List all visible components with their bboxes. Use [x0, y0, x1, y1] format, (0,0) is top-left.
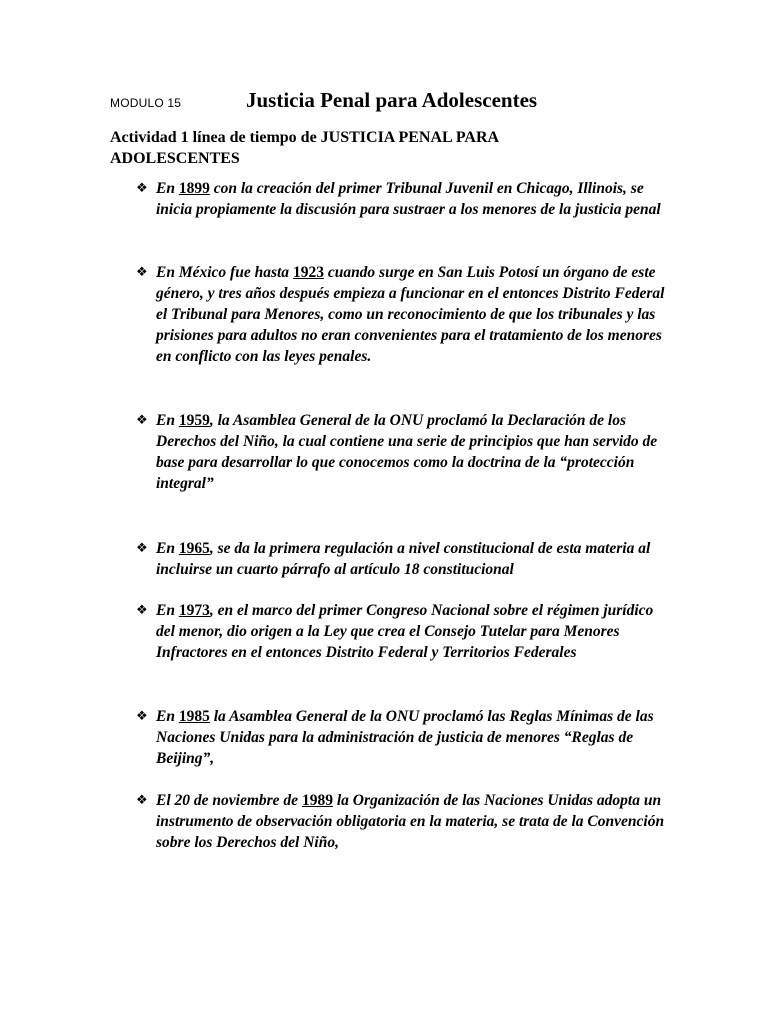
timeline-item-text [156, 410, 666, 494]
diamond-bullet-icon: ❖ [136, 265, 148, 280]
timeline-year: 1899 [178, 180, 210, 197]
activity-heading: Actividad 1 línea de tiempo de JUSTICIA PENAL PARA ADOLESCENTES [110, 129, 499, 167]
diamond-bullet-icon: ❖ [136, 541, 148, 556]
diamond-bullet-icon: ❖ [136, 181, 148, 196]
item-text-before: En [156, 708, 179, 725]
diamond-bullet-icon: ❖ [136, 709, 148, 724]
diamond-bullet-icon: ❖ [136, 603, 148, 618]
item-text-after: con la creación del primer Tribunal Juvenil en Chicago, Illinois, se inicia propiamente la discusión para sustraer a los menores de la justicia penal [156, 180, 661, 218]
timeline-item-text [156, 706, 666, 769]
item-text-after: , la Asamblea General de la ONU proclamó la Declaración de los Derechos del Niño, la cual contiene una serie de principios que han servido de base para desarrollar lo que conocemos como la doctrina de la “protección integral” [156, 412, 658, 492]
item-text-after: la Organización de las Naciones Unidas adopta un instrumento de observación obligatoria en la materia, se trata de la Convención sobre los Derechos del Niño, [156, 792, 665, 851]
timeline-year: 1965 [178, 540, 210, 557]
timeline-item-1973 [136, 600, 666, 663]
timeline-item-text [156, 178, 666, 220]
timeline-year: 1959 [178, 412, 210, 429]
timeline-year: 1973 [178, 602, 210, 619]
timeline-item-text [156, 600, 666, 663]
timeline-year: 1989 [301, 792, 333, 809]
timeline-item-1899 [136, 178, 666, 220]
timeline-item-1959 [136, 410, 666, 494]
item-text-before: En México fue hasta [156, 264, 293, 281]
timeline-item-1965 [136, 538, 666, 580]
timeline-year: 1923 [292, 264, 324, 281]
item-text-after: cuando surge en San Luis Potosí un órgano de este género, y tres años después empieza a funcionar en el entonces Distrito Federal el Tribunal para Menores, como un reconocimiento de que los tribunales y las prisiones para adultos no eran convenientes para el tratamiento de los menores en conflicto con las leyes penales. [156, 264, 665, 365]
module-label: MODULO 15 [110, 96, 182, 110]
diamond-bullet-icon: ❖ [136, 413, 148, 428]
item-text-before: En [156, 540, 179, 557]
diamond-bullet-icon: ❖ [136, 793, 148, 808]
item-text-before: En [156, 602, 179, 619]
item-text-before: El 20 de noviembre de [156, 792, 302, 809]
item-text-after: la Asamblea General de la ONU proclamó las Reglas Mínimas de las Naciones Unidas para la administración de justicia de menores “Reglas de Beijing”, [156, 708, 654, 767]
timeline-item-text [156, 790, 666, 853]
item-text-after: , en el marco del primer Congreso Nacional sobre el régimen jurídico del menor, dio origen a la Ley que crea el Consejo Tutelar para Menores Infractores en el entonces Distrito Federal y Territorios Federales [156, 602, 654, 661]
timeline-item-text [156, 538, 666, 580]
item-text-before: En [156, 180, 179, 197]
item-text-after: , se da la primera regulación a nivel constitucional de esta materia al incluirse un cuarto párrafo al artículo 18 constitucional [156, 540, 651, 578]
timeline-item-1985 [136, 706, 666, 769]
timeline-item-1923 [136, 262, 666, 367]
document-header [110, 88, 670, 118]
timeline-item-text [156, 262, 666, 367]
timeline-item-1989 [136, 790, 666, 853]
document-title: Justicia Penal para Adolescentes [246, 88, 538, 112]
timeline-year: 1985 [178, 708, 210, 725]
item-text-before: En [156, 412, 179, 429]
